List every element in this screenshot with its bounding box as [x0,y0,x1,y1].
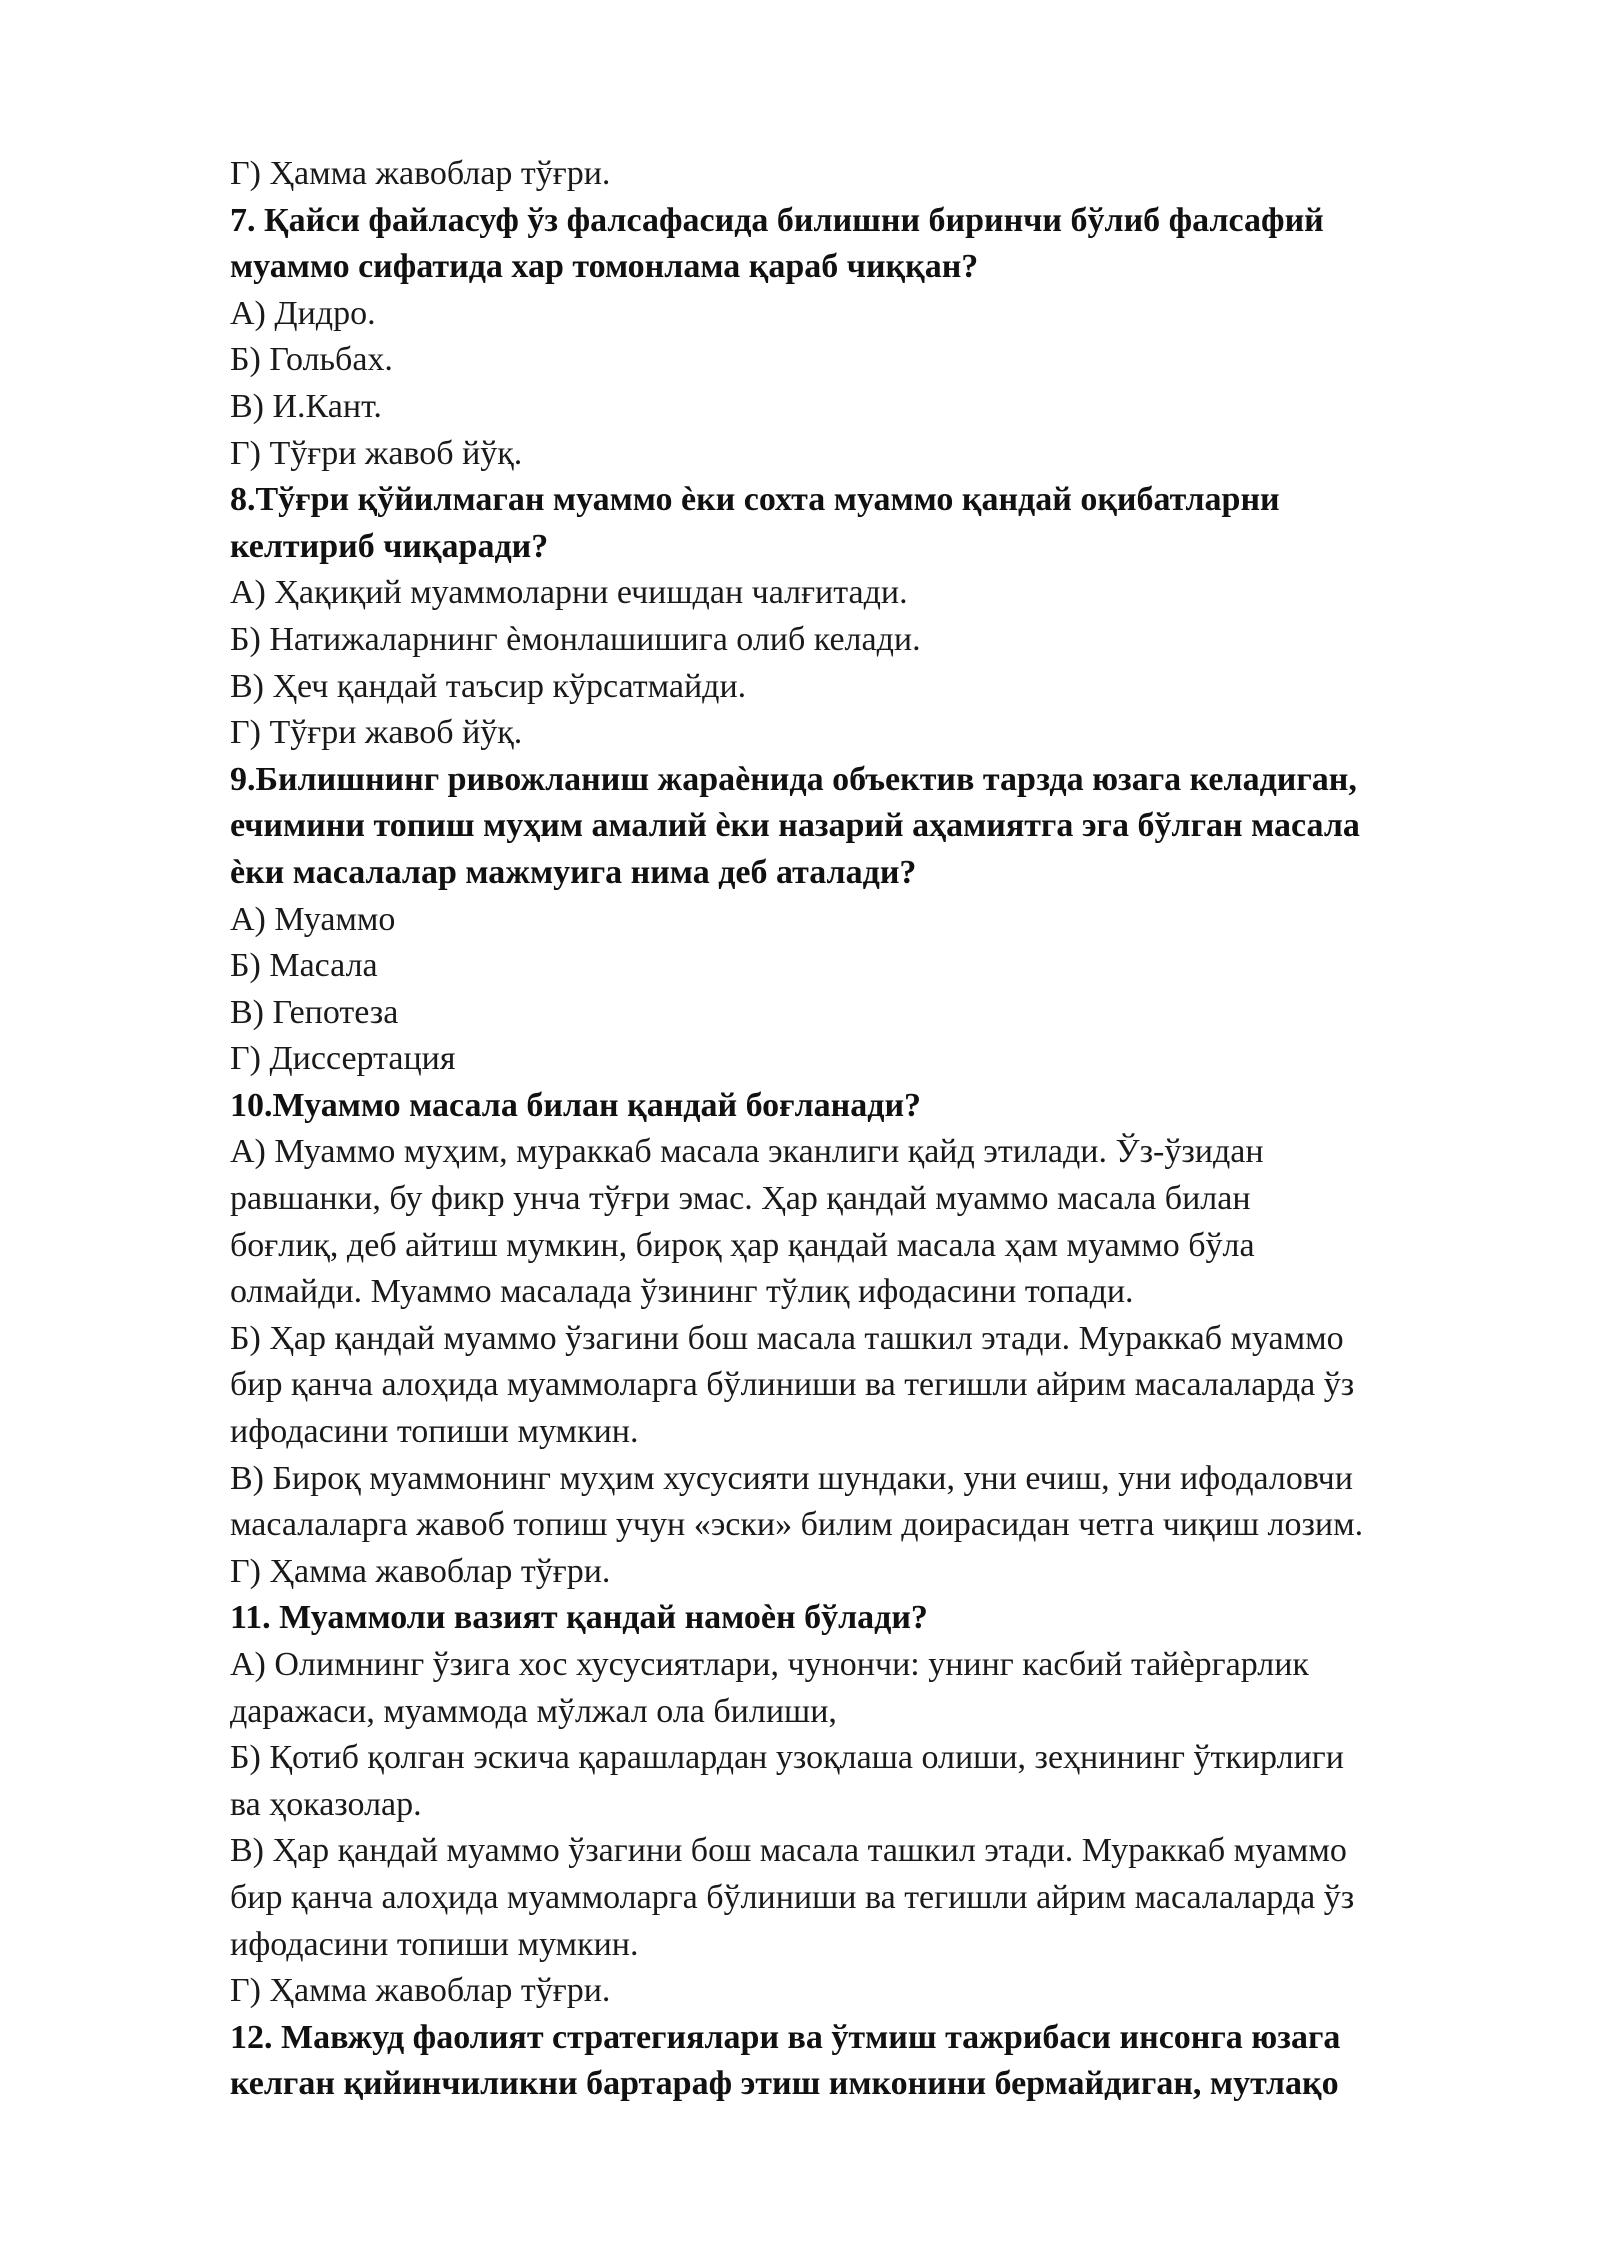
answer-line: А) Муаммо муҳим, мураккаб масала эканлиги қайд этилади. Ўз-ўзидан [230,1133,1264,1171]
answer-line: ифодасини топиши мумкин. [230,1925,639,1963]
question-line: келтириб чиқаради? [230,527,549,565]
answer-line: бир қанча алоҳида муаммоларга бўлиниши ва тегишли айрим масалаларда ўз [230,1366,1355,1404]
question-line: келган қийинчиликни бартараф этиш имконини бермайдиган, мутлақо [230,2065,1339,2103]
answer-line: Б) Натижаларнинг ѐмонлашишига олиб келади. [230,620,921,658]
answer-line: Б) Гольбах. [230,341,393,379]
answer-line: Г) Тўғри жавоб йўқ. [230,714,523,752]
answer-line: Г) Ҳамма жавоблар тўғри. [230,1972,611,2010]
answer-line: Г) Диссертация [230,1040,456,1078]
answer-line: В) Ҳеч қандай таъсир кўрсатмайди. [230,667,747,705]
question-line: муаммо сифатида хар томонлама қараб чиққан? [230,248,979,286]
answer-line: Б) Қотиб қолган эскича қарашлардан узоқлаша олиши, зеҳнининг ўткирлиги [230,1739,1344,1777]
answer-line: Б) Ҳар қандай муаммо ўзагини бош масала ташкил этади. Мураккаб муаммо [230,1319,1344,1357]
answer-line: А) Дидро. [230,294,376,332]
answer-line: ва ҳоказолар. [230,1785,422,1823]
answer-line: В) Гепотеза [230,993,399,1031]
answer-line: А) Ҳақиқий муаммоларни ечишдан чалғитади. [230,574,908,612]
answer-line: Г) Ҳамма жавоблар тўғри. [230,1552,611,1590]
answer-line: масалаларга жавоб топиш учун «эски» билим доирасидан четга чиқиш лозим. [230,1506,1364,1544]
question-line: 12. Мавжуд фаолият стратегиялари ва ўтмиш тажрибаси инсонга юзага [230,2018,1341,2056]
question-line: 8.Тўғри қўйилмаган муаммо ѐки сохта муаммо қандай оқибатларни [230,481,1280,519]
document-body [230,151,1490,2108]
question-line: ѐки масалалар мажмуига нима деб аталади? [230,853,917,891]
question-line: 11. Муаммоли вазият қандай намоѐн бўлади? [230,1599,928,1637]
answer-line: Б) Масала [230,947,378,985]
answer-line: равшанки, бу фикр унча тўғри эмас. Ҳар қандай муаммо масала билан [230,1180,1251,1218]
question-line: 10.Муаммо масала билан қандай боғланади? [230,1086,922,1124]
question-line: 9.Билишнинг ривожланиш жараѐнида объектив тарзда юзага келадиган, [230,760,1357,798]
answer-line: Г) Тўғри жавоб йўқ. [230,434,523,472]
answer-line: В) Ҳар қандай муаммо ўзагини бош масала ташкил этади. Мураккаб муаммо [230,1832,1347,1870]
answer-line: В) Бироқ муаммонинг муҳим хусусияти шундаки, уни ечиш, уни ифодаловчи [230,1459,1353,1497]
answer-line: олмайди. Муаммо масалада ўзининг тўлиқ ифодасини топади. [230,1273,1134,1311]
answer-line: А) Олимнинг ўзига хос хусусиятлари, чунончи: унинг касбий тайѐргарлик [230,1646,1309,1683]
question-line: ечимини топиш муҳим амалий ѐки назарий аҳамиятга эга бўлган масала [230,807,1360,845]
question-line: 7. Қайси файласуф ўз фалсафасида билишни биринчи бўлиб фалсафий [230,201,1324,239]
answer-line: ифодасини топиши мумкин. [230,1413,639,1451]
answer-line: боғлиқ, деб айтиш мумкин, бироқ ҳар қандай масала ҳам муаммо бўла [230,1226,1255,1264]
answer-line: бир қанча алоҳида муаммоларга бўлиниши ва тегишли айрим масалаларда ўз [230,1878,1355,1916]
answer-line: даражаси, муаммода мўлжал ола билиши, [230,1692,837,1730]
answer-line: В) И.Кант. [230,387,382,425]
answer-line: А) Муаммо [230,900,396,938]
answer-line: Г) Ҳамма жавоблар тўғри. [230,155,611,192]
